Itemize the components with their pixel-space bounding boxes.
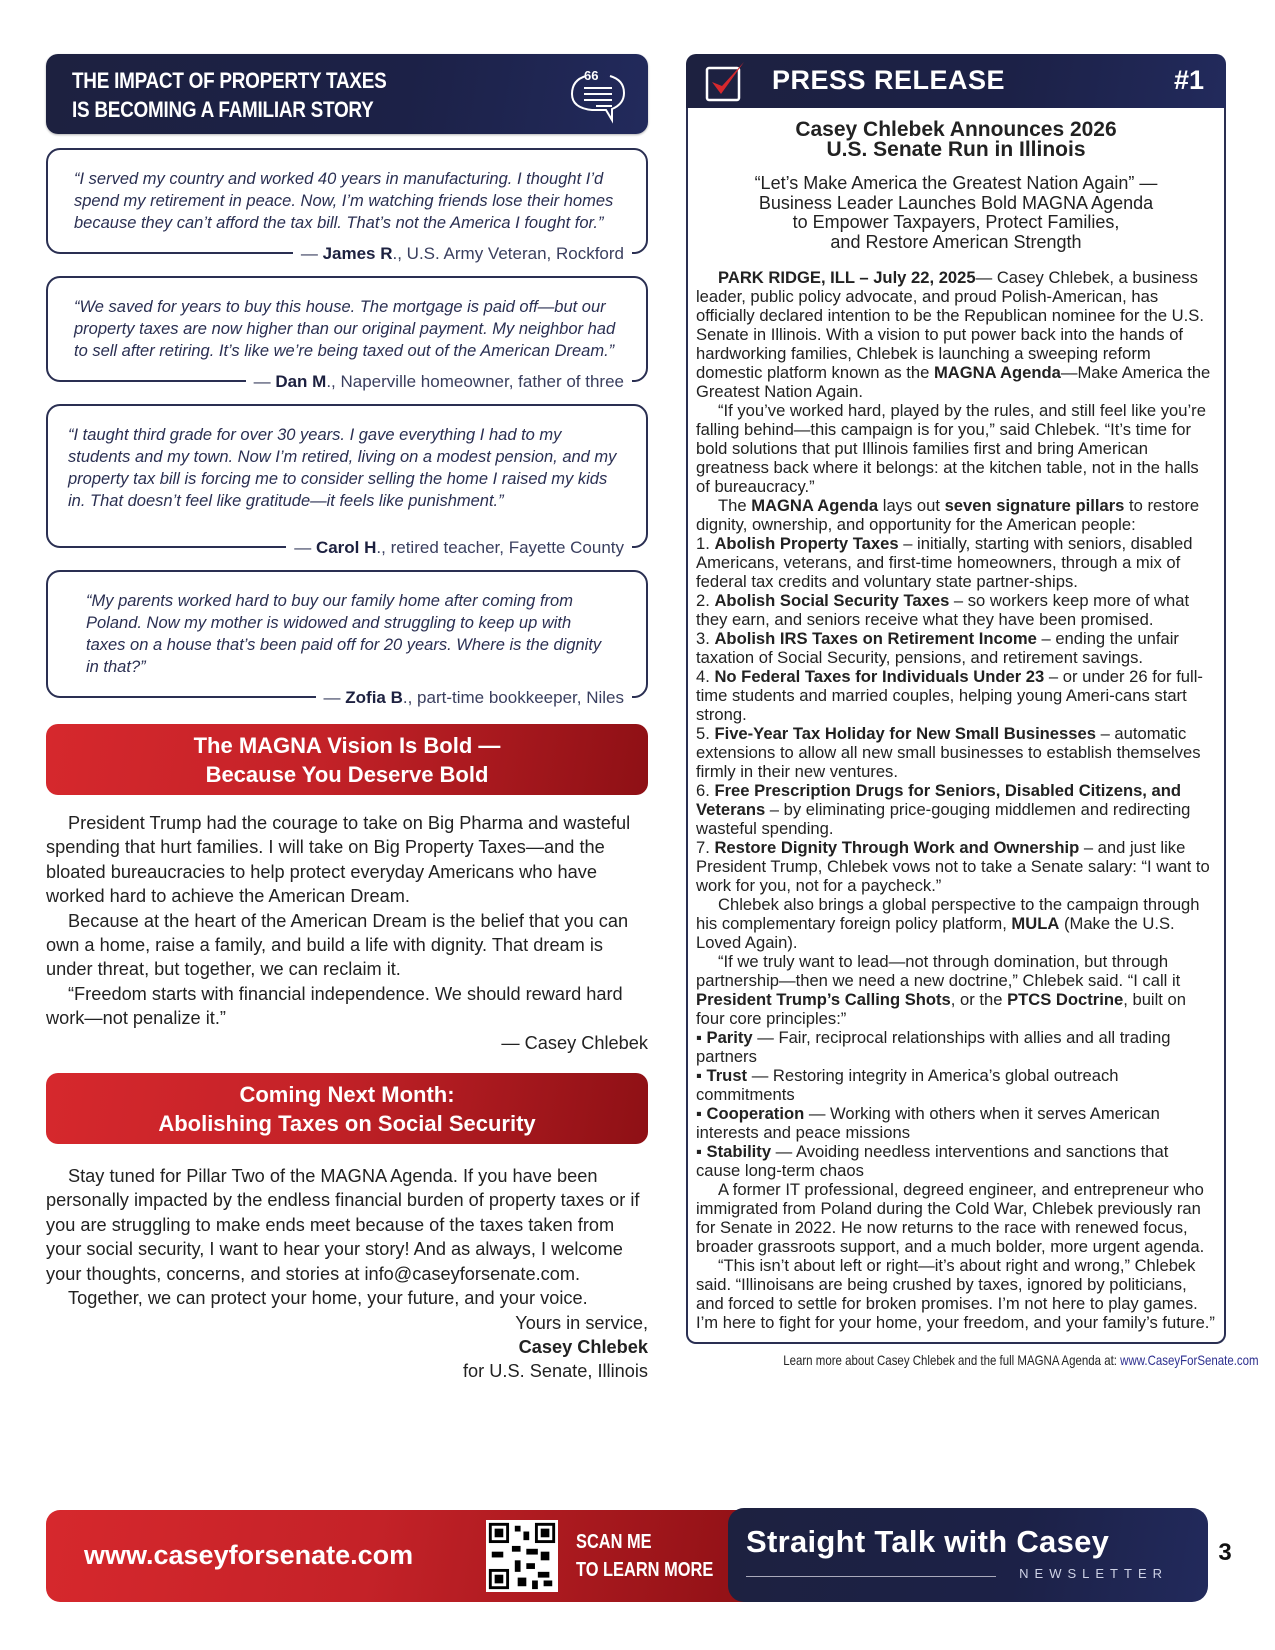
signature-name: Casey Chlebek [518, 1336, 648, 1357]
testimonial-detail: ., part-time bookkeeper, Niles [402, 688, 624, 707]
pillar-num: 2. [696, 591, 715, 610]
subhead-line: to Empower Taxpayers, Protect Families, [792, 212, 1120, 232]
principle-title: Stability [706, 1142, 772, 1161]
pr-paragraph-intro [696, 268, 1216, 401]
vision-title-line2: Because You Deserve Bold [205, 762, 489, 787]
next-month-title-line2: Abolishing Taxes on Social Security [158, 1111, 536, 1137]
pillar-title: Free Prescription Drugs for Seniors, Disabled Citizens, and Veterans [696, 781, 1182, 819]
press-release [686, 54, 1259, 1368]
testimonials-banner [46, 54, 648, 134]
pillar-num: 1. [696, 534, 715, 553]
next-month-title-line1: Coming Next Month: [239, 1082, 455, 1108]
scan-line1: SCAN ME [576, 1531, 652, 1553]
testimonial-name: James R [322, 244, 393, 263]
vision-paragraph: “Freedom starts with financial independence. We should reward hard work—not penalize it.” [46, 983, 623, 1029]
pillar-title: Abolish Property Taxes [714, 534, 899, 553]
press-release-subhead [696, 174, 1216, 252]
pr-paragraph-bio: A former IT professional, degreed engineer, and entrepreneur who immigrated from Poland during the Cold War, Chlebek previously ran for Senate in 2022. He now returns to the race with renewed focus, broader grassroots support, and a much bolder, more urgent agenda. [696, 1180, 1205, 1256]
pr-bold: MULA [1011, 914, 1060, 933]
vision-paragraph: President Trump had the courage to take on Big Pharma and wasteful spending that hurt families. I will take on Big Property Taxes—and the bloated bureaucracies to help protect everyday Americans who have worked hard to achieve the American Dream. [46, 813, 631, 907]
testimonial-attribution: — Carol H., retired teacher, Fayette County [286, 538, 632, 558]
principle-title: Cooperation [706, 1104, 805, 1123]
press-release-headline [696, 120, 1216, 160]
principle-text: — Restoring integrity in America’s global outreach commitments [696, 1066, 1119, 1104]
pillar-num: 7. [696, 838, 715, 857]
signature-title: for U.S. Senate, Illinois [463, 1361, 648, 1382]
pillar-text: – so workers keep more of what they earn, and seniors receive what they have been promised. [696, 591, 1190, 629]
testimonials-title-line1: THE IMPACT OF PROPERTY TAXES [72, 68, 387, 93]
learn-more-text: Learn more about Casey Chlebek and the full MAGNA Agenda at: [783, 1352, 1121, 1368]
pillar-item [696, 534, 1216, 591]
principle-text: — Working with others when it serves American interests and peace missions [696, 1104, 1160, 1142]
testimonial-detail: ., retired teacher, Fayette County [376, 538, 624, 557]
pr-paragraph-quote: “If you’ve worked hard, played by the rules, and still feel like you’re falling behind—this campaign is for you,” said Chlebek. “It’s time for bold solutions that put Illinois families first and bring American greatness back where it belongs: at the kitchen table, not in the halls of bureaucracy.” [696, 401, 1206, 496]
testimonial-quote: “I taught third grade for over 30 years. I gave everything I had to my students and my town. Now I’m retired, living on a modest pension, and my property tax bill is forcing me to consider selling the home I raised my kids in. That doesn’t feel like gratitude—it feels like punishment.” [68, 426, 617, 510]
newsletter-title: Straight Talk with Casey [746, 1524, 1110, 1559]
pillar-item [696, 838, 1216, 895]
next-month-paragraph: Together, we can protect your home, your future, and your voice. [68, 1288, 588, 1309]
learn-more-line [783, 1352, 1259, 1368]
testimonials-title-line2: IS BECOMING A FAMILIAR STORY [72, 97, 374, 122]
pr-text: , or the [950, 990, 1008, 1009]
pillar-item [696, 667, 1216, 724]
pillar-item [696, 781, 1216, 838]
pr-text: lays out [878, 496, 945, 515]
newsletter-subtitle: NEWSLETTER [1019, 1566, 1168, 1581]
pr-text: —Make America the Greatest Nation Again. [696, 363, 1211, 401]
vision-body [46, 811, 648, 1055]
testimonial-name: Zofia B [345, 688, 403, 707]
pr-text: , built on four core principles:” [696, 990, 1186, 1028]
next-month-paragraph: Stay tuned for Pillar Two of the MAGNA Agenda. If you have been personally impacted by the endless financial burden of property taxes or if you are struggling to make ends meet because of the taxes taken from your social security, I want to hear your story! And as always, I welcome your thoughts, concerns, and stories at info@caseyforsenate.com. [46, 1166, 640, 1284]
checkbox-check-icon [704, 60, 748, 104]
subhead-line: Business Leader Launches Bold MAGNA Agenda [758, 192, 1154, 213]
vision-banner [46, 724, 648, 795]
pr-paragraph-mula [696, 895, 1216, 952]
page-number: 3 [1208, 1534, 1242, 1572]
testimonial-attribution: — Zofia B., part-time bookkeeper, Niles [316, 688, 632, 708]
dateline: PARK RIDGE, ILL – July 22, 2025 [718, 268, 976, 287]
pillar-text: – and just like President Trump, Chlebek vows not to take a Senate salary: “I want to work for you, not for a paycheck.” [696, 838, 1210, 895]
pr-bold: MAGNA Agenda [933, 363, 1061, 382]
testimonial-quote: “My parents worked hard to buy our family home after coming from Poland. Now my mother is widowed and struggling to keep up with taxes on a house that’s been paid off for 20 years. Where is the dignity in that?” [86, 592, 602, 676]
newsletter-divider [746, 1576, 996, 1577]
press-release-body [686, 108, 1226, 1344]
scan-me-text [576, 1528, 713, 1584]
scan-line2: TO LEARN MORE [576, 1559, 714, 1581]
testimonial-name: Carol H [315, 538, 377, 557]
pr-text: Chlebek also brings a global perspective to the campaign through his complementary foreign policy platform, [696, 895, 1200, 933]
pillar-title: Abolish Social Security Taxes [714, 591, 950, 610]
testimonial-card [46, 404, 648, 557]
pr-text: (Make the U.S. Loved Again). [696, 914, 1175, 952]
pr-paragraph-ptcs [696, 952, 1216, 1028]
testimonial-detail: ., U.S. Army Veteran, Rockford [392, 244, 624, 263]
pillar-item [696, 591, 1216, 629]
vision-attribution: — Casey Chlebek [501, 1032, 648, 1053]
pillar-num: 4. [696, 667, 715, 686]
learn-more-link[interactable]: www.CaseyForSenate.com [1120, 1352, 1259, 1368]
pr-text: The [718, 496, 752, 515]
next-month-body [46, 1164, 648, 1384]
pillar-title: Restore Dignity Through Work and Ownership [714, 838, 1080, 857]
press-release-number: #1 [1173, 65, 1204, 95]
principle-item: ▪ Cooperation — Working with others when it serves American interests and peace missions [696, 1104, 1160, 1142]
pillar-text: – initially, starting with seniors, disabled Americans, veterans, and first-time homeowners, through a mix of federal tax credits and voluntary state partner-ships. [696, 534, 1193, 591]
pr-bold: MAGNA Agenda [751, 496, 879, 515]
testimonial-attribution: — Dan M., Naperville homeowner, father of three [246, 372, 632, 392]
pr-paragraph-closing-quote: “This isn’t about left or right—it’s about right and wrong,” Chlebek said. “Illinoisans are being crushed by taxes, ignored by politicians, and forced to settle for broken promises. I’m not here to play games. I’m here to fight for your home, your freedom, and your family’s future.” [696, 1256, 1215, 1332]
testimonial-attribution: — James R., U.S. Army Veteran, Rockford [293, 244, 632, 264]
pillar-text: – ending the unfair taxation of Social Security, pensions, and retirement savings. [696, 629, 1179, 667]
headline-line2: U.S. Senate Run in Illinois [826, 138, 1086, 161]
press-release-header [686, 54, 1226, 108]
principle-text: — Fair, reciprocal relationships with allies and all trading partners [696, 1028, 1171, 1066]
quote-speech-bubble-icon [566, 62, 630, 126]
pillar-title: Five-Year Tax Holiday for New Small Businesses [714, 724, 1096, 743]
testimonial-card [46, 276, 648, 391]
principle-title: Parity [706, 1028, 753, 1047]
pillar-num: 5. [696, 724, 715, 743]
testimonial-card [46, 570, 648, 707]
press-release-label: PRESS RELEASE [772, 65, 1006, 95]
pillar-num: 6. [696, 781, 715, 800]
headline-line1: Casey Chlebek Announces 2026 [795, 118, 1117, 141]
newsletter-masthead [728, 1508, 1208, 1602]
footer-website-link[interactable]: www.caseyforsenate.com [84, 1540, 414, 1570]
pillar-title: No Federal Taxes for Individuals Under 23 [714, 667, 1045, 686]
testimonials-title [72, 66, 386, 124]
principle-item: ▪ Parity — Fair, reciprocal relationships with allies and all trading partners [696, 1028, 1171, 1066]
pr-bold: seven signature pillars [944, 496, 1125, 515]
pillar-item [696, 629, 1216, 667]
pillar-title: Abolish IRS Taxes on Retirement Income [714, 629, 1037, 648]
pillar-item [696, 724, 1216, 781]
testimonial-card [46, 148, 648, 263]
pr-text: to restore dignity, ownership, and opportunity for the American people: [696, 496, 1200, 534]
principle-text: — Avoiding needless interventions and sanctions that cause long-term chaos [696, 1142, 1169, 1180]
testimonial-quote: “I served my country and worked 40 years in manufacturing. I thought I’d spend my retirement in peace. Now, I’m watching friends lose their homes because they can’t afford the tax bill. That’s not the America I fought for.” [74, 170, 614, 232]
next-month-banner [46, 1073, 648, 1144]
closing-text: Yours in service, [515, 1312, 648, 1333]
testimonial-detail: ., Naperville homeowner, father of three [326, 372, 624, 391]
pillar-text: – by eliminating price-gouging middlemen and redirecting wasteful spending. [696, 800, 1191, 838]
pr-text: — Casey Chlebek, a business leader, public policy advocate, and proud Polish-American, has officially declared intention to be the Republican nominee for the U.S. Senate in Illinois. With a vision to put power back into the hands of hardworking families, Chlebek is launching a sweeping reform domestic platform known as the [696, 268, 1204, 382]
testimonial-quote: “We saved for years to buy this house. The mortgage is paid off—but our property taxes are now higher than our original payment. My neighbor had to sell after retiring. It’s like we’re being taxed out of the American Dream.” [74, 298, 616, 360]
pr-text: “If we truly want to lead—not through domination, but through partnership—then we need a new doctrine,” Chlebek said. “I call it [696, 952, 1181, 990]
vision-title-line1: The MAGNA Vision Is Bold — [193, 733, 501, 758]
principle-title: Trust [706, 1066, 748, 1085]
testimonial-name: Dan M [275, 372, 327, 391]
pr-bold: PTCS Doctrine [1007, 990, 1124, 1009]
pillar-text: – automatic extensions to allow all new small businesses to establish themselves firmly in their new ventures. [696, 724, 1201, 781]
left-column [46, 54, 648, 1384]
principle-item: ▪ Trust — Restoring integrity in America’s global outreach commitments [696, 1066, 1119, 1104]
vision-paragraph: Because at the heart of the American Dream is the belief that you can own a home, raise a family, and build a life with dignity. That dream is under threat, but together, we can reclaim it. [46, 910, 629, 980]
svg-text:66: 66 [584, 68, 599, 83]
footer-website-bar [46, 1510, 766, 1602]
pillar-text: – or under 26 for full-time students and married couples, helping young Ameri-cans start strong. [696, 667, 1203, 724]
subhead-line: and Restore American Strength [830, 231, 1082, 252]
subhead-line: “Let’s Make America the Greatest Nation Again” — [754, 173, 1158, 193]
principle-item: ▪ Stability — Avoiding needless interventions and sanctions that cause long-term chaos [696, 1142, 1169, 1180]
pillar-num: 3. [696, 629, 715, 648]
qr-code-icon[interactable] [486, 1520, 558, 1592]
pr-paragraph-pillars-intro [696, 496, 1216, 534]
pr-bold: President Trump’s Calling Shots [696, 990, 951, 1009]
